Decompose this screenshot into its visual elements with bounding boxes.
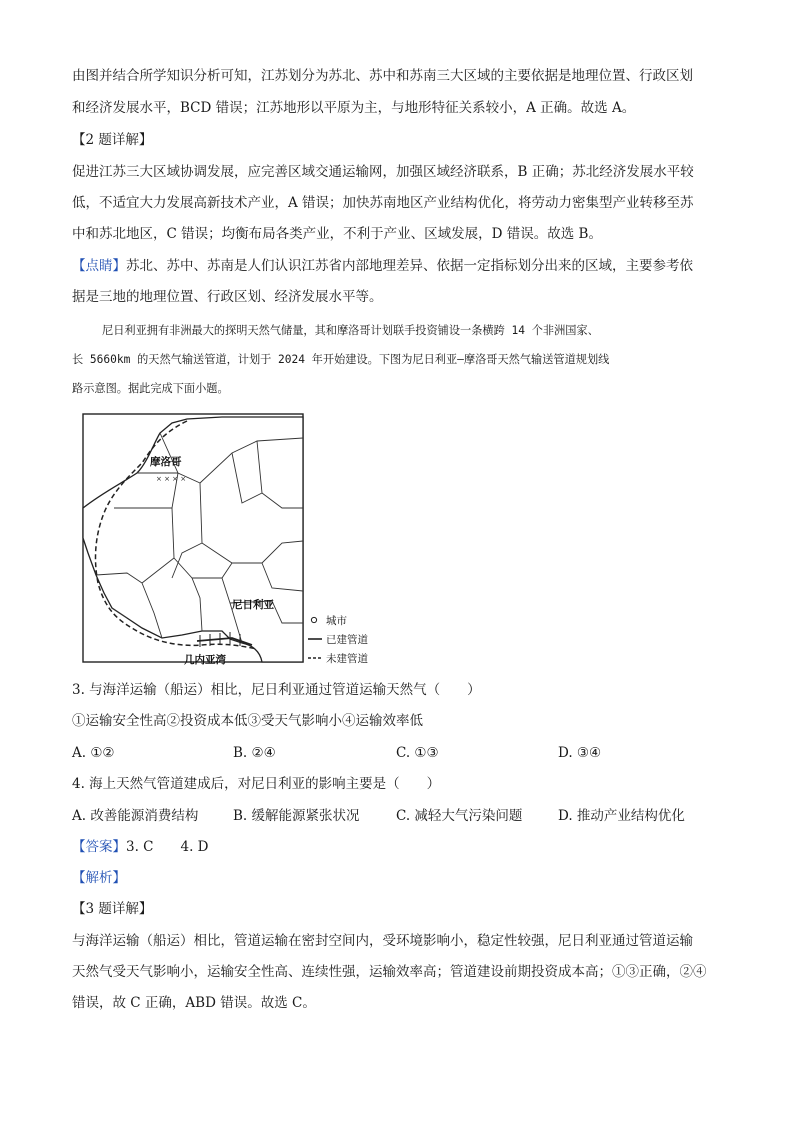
legend-unbuilt: 未建管道 [326,653,368,665]
dianjing-line1 [72,256,693,276]
answer-text: 3. C 4. D [126,839,209,855]
intro-line1: 尼日利亚拥有非洲最大的探明天然气储量，其和摩洛哥计划联手投资铺设一条横跨 14 个非洲国家、 [102,324,599,337]
city-markers [156,475,186,483]
para1-line2: 和经济发展水平，BCD 错误；江苏地形以平原为主，与地形特征关系较小，A 正确。故选 A。 [72,100,636,116]
para2-line2: 低，不适宜大力发展高新技术产业，A 错误；加快苏南地区产业结构优化，将劳动力密集型产业转移至苏 [72,195,694,211]
para1-line1: 由图并结合所学知识分析可知，江苏划分为苏北、苏中和苏南三大区域的主要依据是地理位置、行政区划 [72,68,693,84]
para3-line2: 天然气受天气影响小，运输安全性高、连续性强，运输效率高；管道建设前期投资成本高；①③正确，②④ [72,964,707,980]
q4-stem: 4. 海上天然气管道建成后，对尼日利亚的影响主要是（ ） [72,776,441,792]
q3-option-d: D. ③④ [558,745,602,761]
q4-option-b: B. 缓解能源紧张状况 [233,808,360,824]
q3-stem: 3. 与海洋运输（船运）相比，尼日利亚通过管道运输天然气（ ） [72,682,481,698]
intro-line3: 路示意图。据此完成下面小题。 [72,382,229,395]
dianjing-label: 【点睛】 [72,258,126,274]
q3-heading: 【3 题详解】 [72,901,153,917]
svg-text:× × × ×: × × × × [156,475,187,483]
dianjing-text1: 苏北、苏中、苏南是人们认识江苏省内部地理差异、依据一定指标划分出来的区域，主要参考依 [126,258,693,274]
label-gulf: 几内亚湾 [184,654,226,665]
legend-city: 城市 [326,615,347,627]
q3-items: ①运输安全性高②投资成本低③受天气影响小④运输效率低 [72,713,423,729]
para3-line1: 与海洋运输（船运）相比，管道运输在密封空间内，受环境影响小，稳定性较强，尼日利亚通过管道运输 [72,933,693,949]
q3-option-b: B. ②④ [233,745,276,761]
intro-line2: 长 5660km 的天然气输送管道，计划于 2024 年开始建设。下图为尼日利亚—摩洛哥天然气输送管道规划线 [72,353,610,366]
q2-heading: 【2 题详解】 [72,132,153,148]
analysis-label: 【解析】 [72,870,126,886]
label-nigeria: 尼日利亚 [232,599,274,611]
q4-option-a: A. 改善能源消费结构 [72,808,199,824]
para2-line3: 中和苏北地区，C 错误；均衡布局各类产业，不利于产业、区域发展，D 错误。故选 B。 [72,226,602,242]
q4-option-c: C. 减轻大气污染问题 [396,808,523,824]
q3-option-a: A. ①② [72,745,115,761]
q4-option-d: D. 推动产业结构优化 [558,808,685,824]
q3-option-c: C. ①③ [396,745,439,761]
legend [308,614,368,665]
answer-line [72,837,209,857]
legend-city-icon [311,617,316,622]
para3-line3: 错误，故 C 正确，ABD 错误。故选 C。 [72,995,316,1011]
legend-built: 已建管道 [326,634,368,646]
pipeline-map [82,413,394,665]
label-morocco: 摩洛哥 [150,456,182,468]
dianjing-line2: 据是三地的地理位置、行政区划、经济发展水平等。 [72,289,383,305]
para2-line1: 促进江苏三大区域协调发展，应完善区域交通运输网，加强区域经济联系，B 正确；苏北经济发展水平较 [72,164,694,180]
answer-label: 【答案】 [72,839,126,855]
